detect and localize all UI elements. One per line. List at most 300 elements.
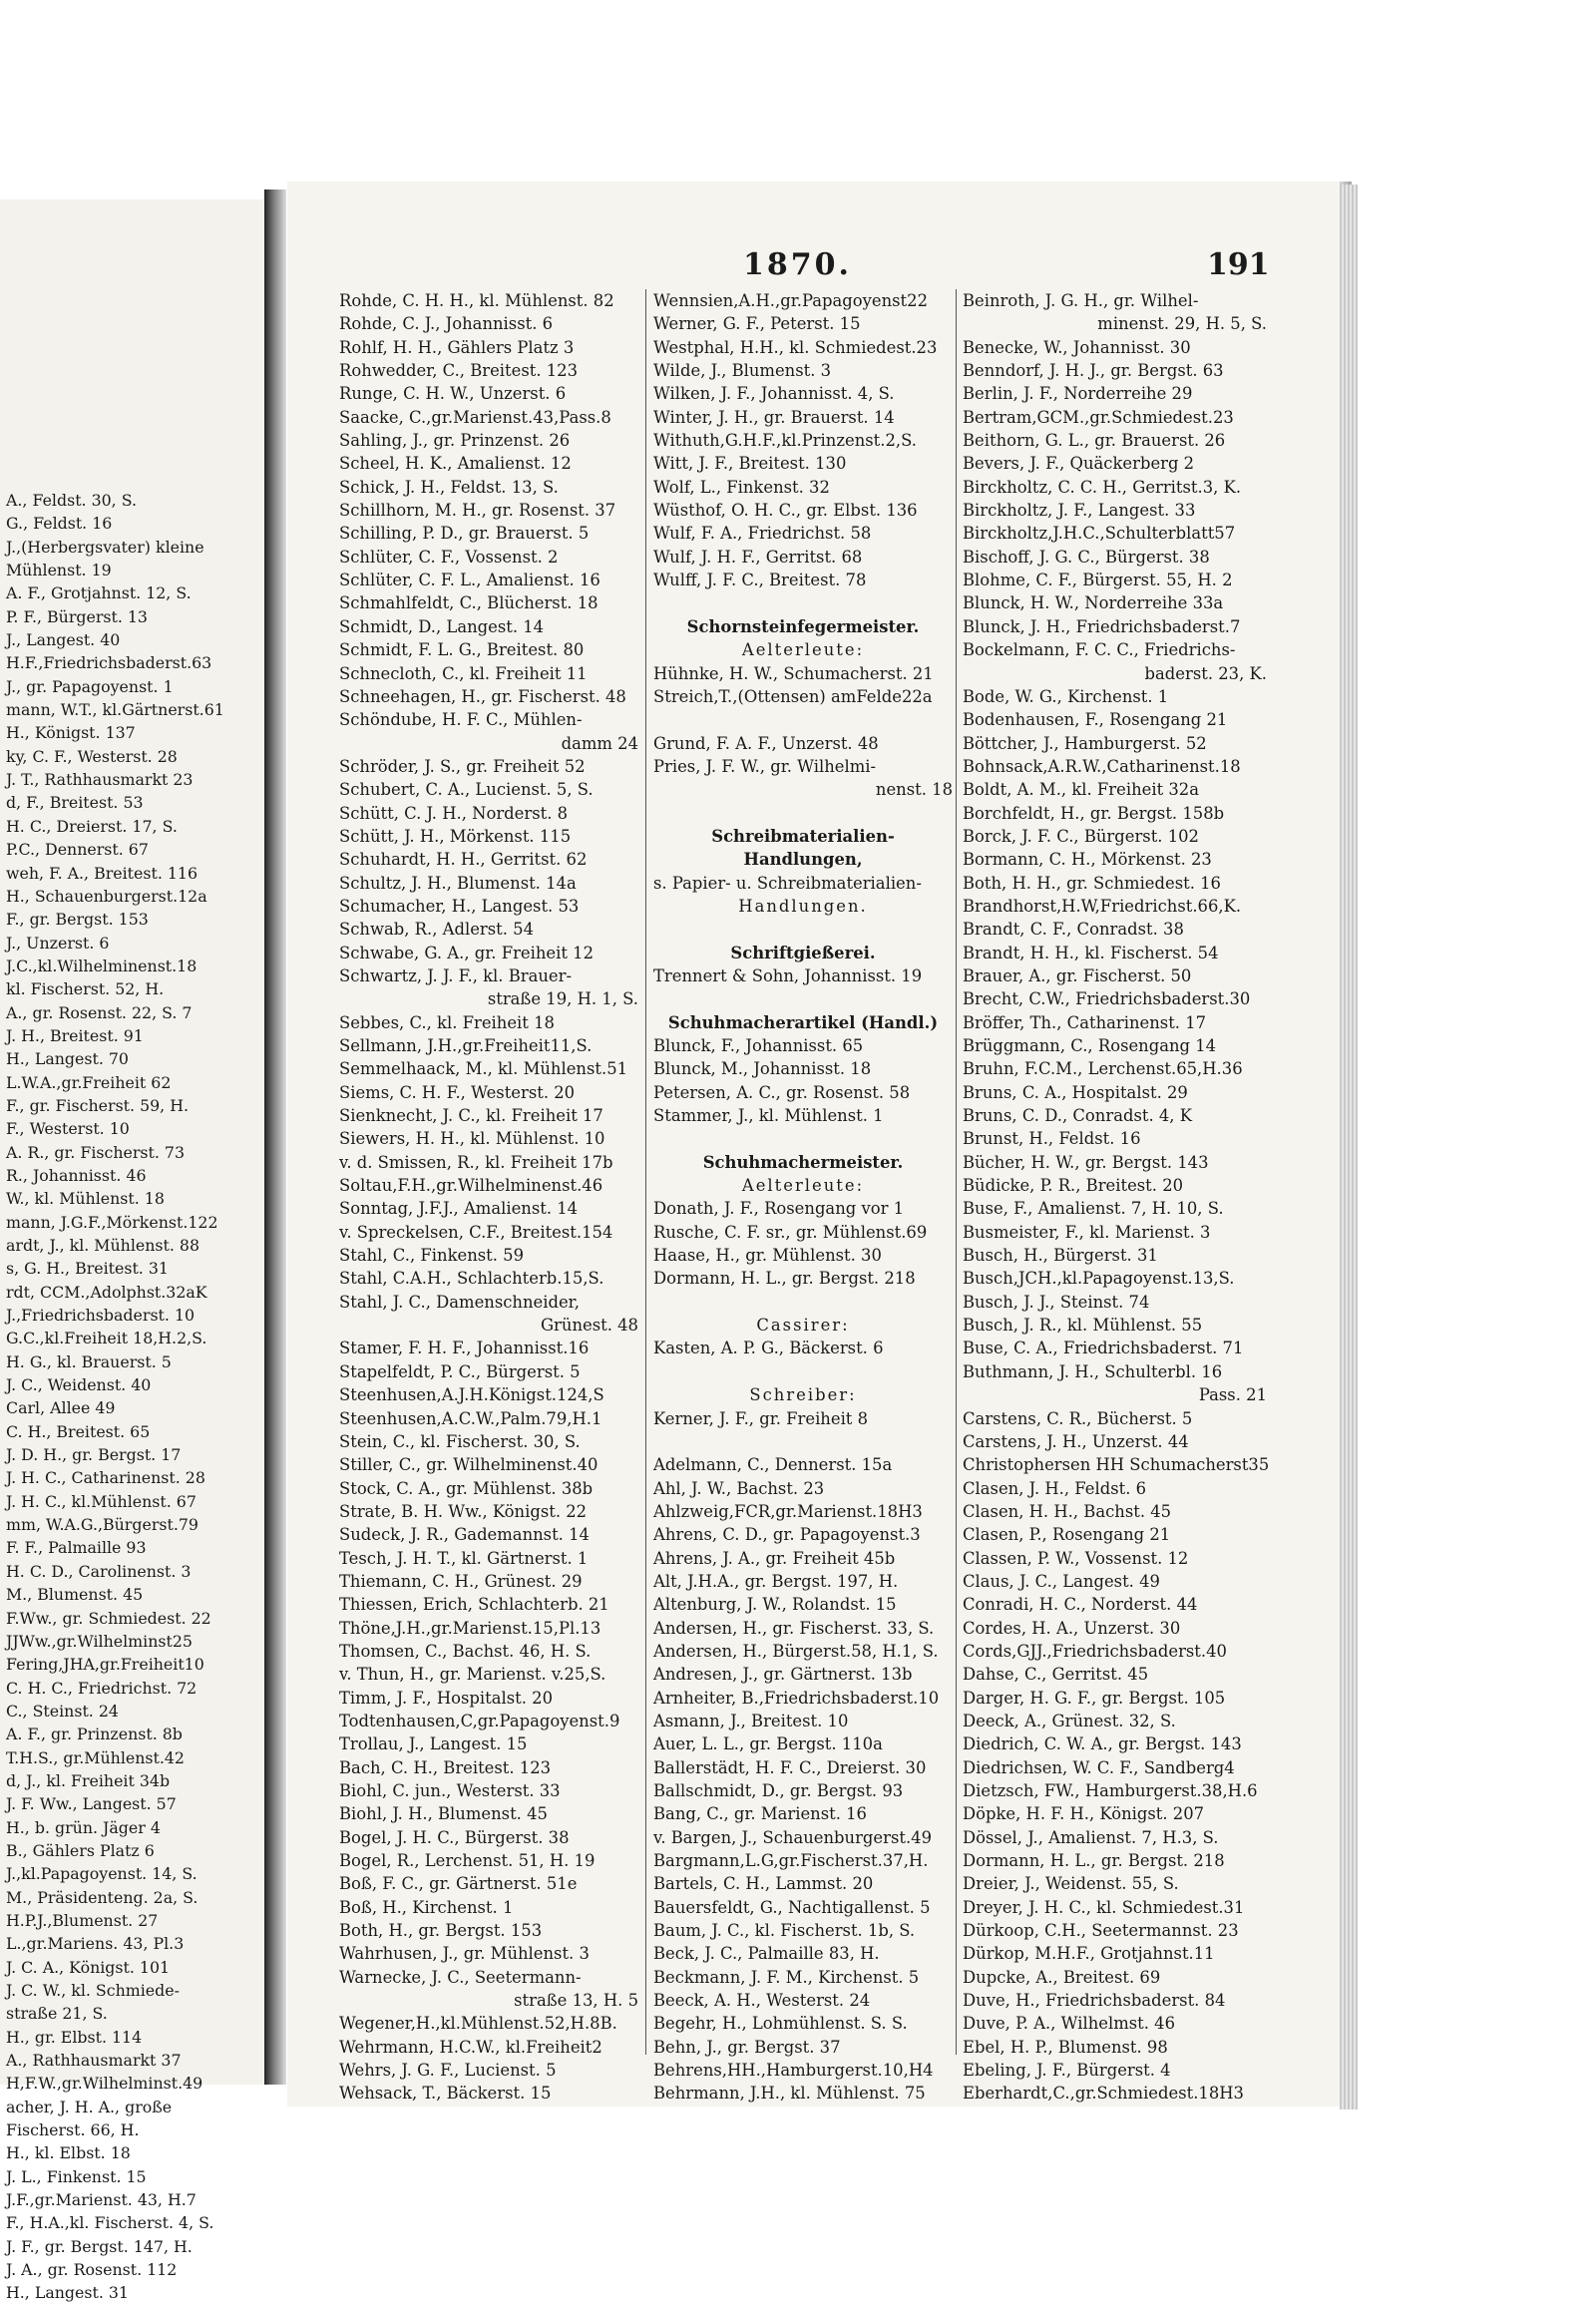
directory-entry: Clasen, P., Rosengang 21	[963, 1525, 1171, 1545]
section-subheading: Aelterleute:	[741, 1176, 865, 1196]
directory-entry: Birckholtz, C. C. H., Gerritst.3, K.	[963, 477, 1242, 497]
directory-entry: Bröffer, Th., Catharinenst. 17	[963, 1012, 1207, 1032]
directory-entry: Carstens, C. R., Bücherst. 5	[963, 1408, 1193, 1428]
left-page-line: J. L., Finkenst. 15	[6, 2166, 147, 2186]
section-heading: Schornsteinfegermeister.	[686, 616, 920, 636]
directory-entry: Bruns, C. D., Conradst. 4, K	[963, 1106, 1192, 1126]
section-subheading: Aelterleute:	[741, 640, 865, 660]
left-page-line: H., Langest. 70	[6, 1049, 129, 1069]
directory-entry: Benndorf, J. H. J., gr. Bergst. 63	[963, 361, 1224, 381]
directory-entry: Schilling, P. D., gr. Brauerst. 5	[339, 524, 590, 544]
left-page-line: straße 21, S.	[6, 2004, 108, 2024]
directory-entry: Deeck, A., Grünest. 32, S.	[963, 1711, 1176, 1730]
directory-entry: Blohme, C. F., Bürgerst. 55, H. 2	[963, 571, 1233, 590]
directory-entry: Rohde, C. H. H., kl. Mühlenst. 82	[339, 291, 614, 310]
left-page-line: J. C. A., Königst. 101	[6, 1957, 171, 1977]
left-page-line: d, J., kl. Freiheit 34b	[6, 1770, 171, 1790]
directory-entry: Schick, J. H., Feldst. 13, S.	[339, 477, 559, 497]
directory-entry: Wüsthof, O. H. C., gr. Elbst. 136	[653, 501, 918, 521]
directory-entry: Bach, C. H., Breitest. 123	[339, 1757, 552, 1777]
directory-entry: Böttcher, J., Hamburgerst. 52	[963, 733, 1207, 753]
left-page-line: P.C., Dennerst. 67	[6, 840, 149, 860]
left-page-line: M., Blumenst. 45	[6, 1585, 144, 1605]
directory-entry: Bischoff, J. G. C., Bürgerst. 38	[963, 547, 1210, 567]
blank-line	[653, 802, 953, 825]
directory-entry: Wehsack, T., Bäckerst. 15	[339, 2084, 552, 2104]
directory-entry: Strate, B. H. Ww., Königst. 22	[339, 1501, 588, 1521]
left-page-line: A. R., gr. Fischerst. 73	[6, 1142, 186, 1162]
directory-entry: Sellmann, J.H.,gr.Freiheit11,S.	[339, 1036, 593, 1055]
left-page-line: G.C.,kl.Freiheit 18,H.2,S.	[6, 1329, 207, 1348]
directory-entry: Wulf, J. H. F., Gerritst. 68	[653, 547, 863, 567]
directory-entry: Cordes, H. A., Unzerst. 30	[963, 1618, 1181, 1638]
directory-column-1	[339, 289, 638, 2104]
left-page-line: F., gr. Bergst. 153	[6, 910, 149, 930]
directory-entry: Buse, C. A., Friedrichsbaderst. 71	[963, 1339, 1244, 1358]
left-page-column	[6, 489, 263, 2303]
directory-entry: Schuhardt, H. H., Gerritst. 62	[339, 850, 588, 870]
left-page-line: A., Feldst. 30, S.	[6, 491, 138, 510]
directory-entry: Stamer, F. H. F., Johannisst.16	[339, 1339, 590, 1358]
directory-entry: Stiller, C., gr. Wilhelminenst.40	[339, 1455, 598, 1475]
directory-entry: Schumacher, H., Langest. 53	[339, 896, 580, 916]
directory-entry: Behn, J., gr. Bergst. 37	[653, 2037, 841, 2057]
directory-entry: Baum, J. C., kl. Fischerst. 1b, S.	[653, 1921, 916, 1941]
section-heading: Schuhmachermeister.	[702, 1152, 904, 1172]
directory-entry: Altenburg, J. W., Rolandst. 15	[653, 1595, 897, 1615]
directory-entry-continuation: damm 24	[561, 733, 638, 753]
directory-entry: Thiemann, C. H., Grünest. 29	[339, 1571, 583, 1591]
left-page-line: J.,Friedrichsbaderst. 10	[6, 1306, 196, 1326]
directory-entry: Schlüter, C. F., Vossenst. 2	[339, 547, 559, 567]
directory-entry: Witt, J. F., Breitest. 130	[653, 454, 847, 474]
left-page-line: F., Westerst. 10	[6, 1119, 130, 1139]
directory-entry: Westphal, H.H., kl. Schmiedest.23	[653, 337, 938, 357]
directory-entry: Steenhusen,A.J.H.Königst.124,S	[339, 1385, 604, 1405]
directory-entry: Dahse, C., Gerritst. 45	[963, 1665, 1149, 1685]
directory-entry: Wulff, J. F. C., Breitest. 78	[653, 571, 867, 590]
directory-entry: Semmelhaack, M., kl. Mühlenst.51	[339, 1059, 628, 1079]
directory-entry: Begehr, H., Lohmühlenst. S. S.	[653, 2014, 908, 2034]
directory-entry: Wahrhusen, J., gr. Mühlenst. 3	[339, 1944, 590, 1964]
directory-entry: Bartels, C. H., Lammst. 20	[653, 1874, 874, 1894]
directory-entry: Wennsien,A.H.,gr.Papagoyenst22	[653, 291, 928, 310]
directory-entry: Schmidt, F. L. G., Breitest. 80	[339, 640, 585, 660]
left-page-line: A. F., Grotjahnst. 12, S.	[6, 583, 192, 603]
directory-entry: Siewers, H. H., kl. Mühlenst. 10	[339, 1129, 605, 1149]
directory-entry: Bodenhausen, F., Rosengang 21	[963, 710, 1228, 730]
left-page-line: H.P.J.,Blumenst. 27	[6, 1910, 159, 1930]
directory-entry: Hühnke, H. W., Schumacherst. 21	[653, 663, 934, 683]
directory-entry: Schwartz, J. J. F., kl. Brauer-	[339, 965, 573, 985]
left-page-line: d, F., Breitest. 53	[6, 793, 144, 813]
directory-entry: Birckholtz, J. F., Langest. 33	[963, 501, 1196, 521]
directory-entry: Rohwedder, C., Breitest. 123	[339, 361, 579, 381]
directory-entry: Trennert & Sohn, Johannisst. 19	[653, 965, 923, 985]
directory-entry: Ballschmidt, D., gr. Bergst. 93	[653, 1781, 904, 1800]
directory-entry: Sonntag, J.F.J., Amalienst. 14	[339, 1199, 579, 1219]
blank-line	[653, 591, 953, 614]
page-edge	[1340, 185, 1358, 2110]
left-page-line: J. F. Ww., Langest. 57	[6, 1794, 177, 1814]
directory-entry: Beithorn, G. L., gr. Brauerst. 26	[963, 431, 1226, 451]
directory-entry: Saacke, C.,gr.Marienst.43,Pass.8	[339, 407, 611, 427]
directory-entry-continuation: nenst. 18	[875, 780, 953, 800]
section-subheading: Schreiber:	[749, 1385, 857, 1405]
directory-entry: Brandt, C. F., Conradst. 38	[963, 920, 1184, 940]
left-page-line: P. F., Bürgerst. 13	[6, 606, 148, 626]
directory-entry: Winter, J. H., gr. Brauerst. 14	[653, 407, 895, 427]
directory-entry: Berlin, J. F., Norderreihe 29	[963, 384, 1193, 404]
left-page-line: s, G. H., Breitest. 31	[6, 1259, 169, 1279]
left-page-line: H,F.W.,gr.Wilhelminst.49	[6, 2074, 203, 2094]
directory-entry: s. Papier- u. Schreibmaterialien-	[653, 873, 922, 893]
directory-entry-continuation: Grünest. 48	[540, 1316, 638, 1336]
directory-entry: Both, H., gr. Bergst. 153	[339, 1921, 543, 1941]
left-page-line: Fering,JHA,gr.Freiheit10	[6, 1655, 204, 1675]
directory-entry: Bertram,GCM.,gr.Schmiedest.23	[963, 407, 1234, 427]
directory-entry: Ahlzweig,FCR,gr.Marienst.18H3	[653, 1501, 923, 1521]
directory-entry: Duve, H., Friedrichsbaderst. 84	[963, 1991, 1226, 2011]
directory-entry: Ahl, J. W., Bachst. 23	[653, 1478, 825, 1498]
directory-entry: Arnheiter, B.,Friedrichsbaderst.10	[653, 1688, 940, 1708]
directory-entry: Adelmann, C., Dennerst. 15a	[653, 1455, 893, 1475]
left-page-line: J.C.,kl.Wilhelminenst.18	[6, 956, 198, 975]
directory-entry-continuation: minenst. 29, H. 5, S.	[1097, 314, 1267, 334]
directory-entry: Clasen, J. H., Feldst. 6	[963, 1478, 1147, 1498]
directory-entry: Bode, W. G., Kirchenst. 1	[963, 686, 1169, 706]
directory-entry: Asmann, J., Breitest. 10	[653, 1711, 849, 1730]
directory-entry: Claus, J. C., Langest. 49	[963, 1571, 1160, 1591]
directory-entry: Carstens, J. H., Unzerst. 44	[963, 1431, 1189, 1451]
directory-entry: Borck, J. F. C., Bürgerst. 102	[963, 826, 1199, 846]
directory-entry: Büdicke, P. R., Breitest. 20	[963, 1176, 1184, 1196]
left-page-line: C., Steinst. 24	[6, 1701, 119, 1721]
directory-entry: Sebbes, C., kl. Freiheit 18	[339, 1012, 555, 1032]
directory-entry: Schwab, R., Adlerst. 54	[339, 920, 535, 940]
section-heading: Schriftgießerei.	[730, 943, 876, 962]
directory-entry: Thiessen, Erich, Schlachterb. 21	[339, 1595, 609, 1615]
directory-entry: Bockelmann, F. C. C., Friedrichs-	[963, 640, 1236, 660]
directory-entry: Sahling, J., gr. Prinzenst. 26	[339, 431, 571, 451]
left-page-line: H., gr. Elbst. 114	[6, 2027, 143, 2047]
directory-entry: Behrmann, J.H., kl. Mühlenst. 75	[653, 2084, 926, 2104]
left-page-line: J. C. W., kl. Schmiede-	[6, 1981, 180, 2000]
directory-entry: Buthmann, J. H., Schulterbl. 16	[963, 1361, 1223, 1381]
directory-entry: Biohl, J. H., Blumenst. 45	[339, 1804, 548, 1824]
directory-entry: Rohlf, H. H., Gählers Platz 3	[339, 337, 575, 357]
section-heading: Schreibmaterialien-	[711, 826, 895, 846]
directory-entry: v. Bargen, J., Schauenburgerst.49	[653, 1827, 933, 1847]
directory-entry: Cords,GJJ.,Friedrichsbaderst.40	[963, 1641, 1227, 1661]
left-page-line: W., kl. Mühlenst. 18	[6, 1189, 165, 1209]
directory-entry: Todtenhausen,C,gr.Papagoyenst.9	[339, 1711, 620, 1730]
left-page-line: M., Präsidenteng. 2a, S.	[6, 1887, 199, 1907]
directory-entry: Brandhorst,H.W,Friedrichst.66,K.	[963, 896, 1242, 916]
directory-entry: Bogel, J. H. C., Bürgerst. 38	[339, 1827, 570, 1847]
directory-entry: v. d. Smissen, R., kl. Freiheit 17b	[339, 1152, 613, 1172]
left-page-line: rdt, CCM.,Adolphst.32aK	[6, 1282, 207, 1302]
left-page-line: B., Gählers Platz 6	[6, 1840, 155, 1860]
directory-entry: Brüggmann, C., Rosengang 14	[963, 1036, 1217, 1055]
section-subheading: Cassirer:	[756, 1316, 850, 1336]
directory-entry: Diedrich, C. W. A., gr. Bergst. 143	[963, 1734, 1242, 1754]
directory-entry: Schultz, J. H., Blumenst. 14a	[339, 873, 577, 893]
left-page-line: J.,kl.Papagoyenst. 14, S.	[6, 1864, 198, 1884]
directory-entry: Timm, J. F., Hospitalst. 20	[339, 1688, 554, 1708]
directory-entry: v. Thun, H., gr. Marienst. v.25,S.	[339, 1665, 606, 1685]
left-page-line: J.F.,gr.Marienst. 43, H.7	[6, 2190, 197, 2210]
directory-entry: Kasten, A. P. G., Bäckerst. 6	[653, 1339, 884, 1358]
directory-entry: Schöndube, H. F. C., Mühlen-	[339, 710, 583, 730]
left-page-line: A., gr. Rosenst. 22, S. 7	[6, 1002, 193, 1022]
left-page-line: A. F., gr. Prinzenst. 8b	[6, 1725, 183, 1744]
directory-entry: Werner, G. F., Peterst. 15	[653, 314, 861, 334]
column-divider	[956, 289, 957, 2055]
directory-entry: Bang, C., gr. Marienst. 16	[653, 1804, 867, 1824]
directory-entry: Beeck, A. H., Westerst. 24	[653, 1991, 871, 2011]
left-page-line: C. H., Breitest. 65	[6, 1421, 151, 1441]
directory-entry: Ahrens, J. A., gr. Freiheit 45b	[653, 1548, 896, 1568]
left-page-line: L.W.A.,gr.Freiheit 62	[6, 1072, 172, 1092]
directory-entry: Schütt, J. H., Mörkenst. 115	[339, 826, 572, 846]
directory-entry: Thomsen, C., Bachst. 46, H. S.	[339, 1641, 592, 1661]
directory-entry: Stahl, C.A.H., Schlachterb.15,S.	[339, 1269, 604, 1289]
directory-entry: Borchfeldt, H., gr. Bergst. 158b	[963, 803, 1225, 823]
directory-entry: Busmeister, F., kl. Marienst. 3	[963, 1222, 1211, 1242]
left-page-line: J., Unzerst. 6	[6, 933, 110, 953]
directory-entry: Thöne,J.H.,gr.Marienst.15,Pl.13	[339, 1618, 601, 1638]
directory-entry: Dürkoop, C.H., Seetermannst. 23	[963, 1921, 1239, 1941]
left-page-line: H. G., kl. Brauerst. 5	[6, 1351, 172, 1371]
left-page-line: J. T., Rathhausmarkt 23	[6, 770, 194, 790]
directory-entry: Busch, H., Bürgerst. 31	[963, 1246, 1158, 1266]
directory-column-3	[963, 289, 1270, 2104]
directory-entry: Schillhorn, M. H., gr. Rosenst. 37	[339, 501, 616, 521]
directory-entry: Bohnsack,A.R.W.,Catharinenst.18	[963, 756, 1241, 776]
left-page-line: JJWw.,gr.Wilhelminst25	[6, 1631, 193, 1651]
left-page-line: G., Feldst. 16	[6, 514, 113, 534]
directory-entry: Brauer, A., gr. Fischerst. 50	[963, 965, 1192, 985]
directory-entry: Dreyer, J. H. C., kl. Schmiedest.31	[963, 1897, 1245, 1917]
directory-entry: Diedrichsen, W. C. F., Sandberg4	[963, 1757, 1235, 1777]
directory-entry: Duve, P. A., Wilhelmst. 46	[963, 2014, 1176, 2034]
section-heading: Handlungen,	[743, 850, 863, 870]
directory-entry: Dormann, H. L., gr. Bergst. 218	[963, 1851, 1225, 1871]
directory-entry: Wilken, J. F., Johannisst. 4, S.	[653, 384, 895, 404]
directory-entry: Dössel, J., Amalienst. 7, H.3, S.	[963, 1827, 1219, 1847]
directory-entry: Boß, H., Kirchenst. 1	[339, 1897, 514, 1917]
blank-line	[653, 1360, 953, 1383]
directory-entry: Beinroth, J. G. H., gr. Wilhel-	[963, 291, 1199, 310]
left-page-line: J. H., Breitest. 91	[6, 1025, 144, 1045]
left-page-line: A., Rathhausmarkt 37	[6, 2051, 182, 2071]
directory-entry: Dormann, H. L., gr. Bergst. 218	[653, 1269, 916, 1289]
directory-entry: Bogel, R., Lerchenst. 51, H. 19	[339, 1851, 596, 1871]
directory-column-2	[653, 289, 953, 2104]
directory-entry: Beckmann, J. F. M., Kirchenst. 5	[653, 1967, 920, 1987]
directory-entry-continuation: straße 19, H. 1, S.	[487, 989, 638, 1009]
directory-entry: Grund, F. A. F., Unzerst. 48	[653, 733, 879, 753]
left-page	[0, 199, 267, 2303]
directory-entry: Bargmann,L.G,gr.Fischerst.37,H.	[653, 1851, 929, 1871]
directory-entry: Christophersen HH Schumacherst35	[963, 1455, 1270, 1475]
directory-entry: Ahrens, C. D., gr. Papagoyenst.3	[653, 1525, 921, 1545]
left-page-line: T.H.S., gr.Mühlenst.42	[6, 1747, 185, 1767]
directory-entry: Wegener,H.,kl.Mühlenst.52,H.8B.	[339, 2014, 617, 2034]
directory-entry: Ebeling, J. F., Bürgerst. 4	[963, 2061, 1171, 2081]
directory-entry: Bauersfeldt, G., Nachtigallenst. 5	[653, 1897, 931, 1917]
left-page-line: H.F.,Friedrichsbaderst.63	[6, 653, 212, 673]
left-page-line: F. F., Palmaille 93	[6, 1538, 147, 1558]
directory-entry: Kerner, J. F., gr. Freiheit 8	[653, 1408, 869, 1428]
directory-entry: Tesch, J. H. T., kl. Gärtnerst. 1	[339, 1548, 589, 1568]
directory-entry: Schlüter, C. F. L., Amalienst. 16	[339, 571, 600, 590]
directory-entry: Eberhardt,C.,gr.Schmiedest.18H3	[963, 2084, 1244, 2104]
directory-entry-continuation: straße 13, H. 5	[514, 1991, 638, 2011]
directory-entry: Auer, L. L., gr. Bergst. 110a	[653, 1734, 883, 1754]
left-page-line: J.,(Herbergsvater) kleine	[6, 537, 204, 557]
left-page-line: mann, J.G.F.,Mörkenst.122	[6, 1212, 218, 1232]
directory-entry: Beck, J. C., Palmaille 83, H.	[653, 1944, 880, 1964]
directory-entry: v. Spreckelsen, C.F., Breitest.154	[339, 1222, 613, 1242]
directory-entry: Darger, H. G. F., gr. Bergst. 105	[963, 1688, 1226, 1708]
left-page-line: Carl, Allee 49	[6, 1398, 116, 1418]
left-page-line: mm, W.A.G.,Bürgerst.79	[6, 1515, 199, 1535]
left-page-line: Fischerst. 66, H.	[6, 2120, 140, 2140]
directory-entry: Buse, F., Amalienst. 7, H. 10, S.	[963, 1199, 1224, 1219]
directory-entry: Blunck, M., Johannisst. 18	[653, 1059, 872, 1079]
directory-entry: Döpke, H. F. H., Königst. 207	[963, 1804, 1205, 1824]
left-page-line: H. C., Dreierst. 17, S.	[6, 816, 178, 836]
directory-entry: Scheel, H. K., Amalienst. 12	[339, 454, 572, 474]
directory-entry: Clasen, H. H., Bachst. 45	[963, 1501, 1172, 1521]
directory-entry: Andersen, H., Bürgerst.58, H.1, S.	[653, 1641, 939, 1661]
directory-entry: Wehrs, J. G. F., Lucienst. 5	[339, 2061, 557, 2081]
blank-line	[653, 918, 953, 941]
directory-entry: Stock, C. A., gr. Mühlenst. 38b	[339, 1478, 594, 1498]
section-heading: Schuhmacherartikel (Handl.)	[667, 1012, 939, 1032]
page-header-year: 1870.	[743, 247, 852, 282]
blank-line	[653, 1430, 953, 1453]
directory-entry: Soltau,F.H.,gr.Wilhelminenst.46	[339, 1176, 603, 1196]
directory-entry: Stammer, J., kl. Mühlenst. 1	[653, 1106, 884, 1126]
directory-entry: Dietzsch, FW., Hamburgerst.38,H.6	[963, 1781, 1258, 1800]
directory-entry: Both, H. H., gr. Schmiedest. 16	[963, 873, 1221, 893]
directory-entry: Dreier, J., Weidenst. 55, S.	[963, 1874, 1179, 1894]
directory-entry: Boß, F. C., gr. Gärtnerst. 51e	[339, 1874, 578, 1894]
directory-entry: Andersen, H., gr. Fischerst. 33, S.	[653, 1618, 935, 1638]
left-page-line: L.,gr.Mariens. 43, Pl.3	[6, 1934, 185, 1954]
left-page-line: weh, F. A., Breitest. 116	[6, 863, 199, 883]
left-page-line: J. A., gr. Rosenst. 112	[6, 2260, 178, 2280]
book-spine	[264, 190, 286, 2085]
directory-entry: Schmidt, D., Langest. 14	[339, 616, 545, 636]
left-page-line: H., Königst. 137	[6, 723, 136, 743]
page-number: 191	[1207, 247, 1270, 282]
directory-entry: Ballerstädt, H. F. C., Dreierst. 30	[653, 1757, 927, 1777]
directory-entry: Warnecke, J. C., Seetermann-	[339, 1967, 582, 1987]
left-page-line: F., H.A.,kl. Fischerst. 4, S.	[6, 2213, 214, 2233]
left-page-line: H., Langest. 31	[6, 2283, 129, 2303]
directory-entry: Biohl, C. jun., Westerst. 33	[339, 1781, 561, 1800]
left-page-line: F., gr. Fischerst. 59, H.	[6, 1095, 190, 1115]
blank-line	[653, 1127, 953, 1150]
directory-entry: Busch,JCH.,kl.Papagoyenst.13,S.	[963, 1269, 1235, 1289]
directory-entry: Benecke, W., Johannisst. 30	[963, 337, 1191, 357]
left-page-line: mann, W.T., kl.Gärtnerst.61	[6, 700, 224, 720]
left-page-line: J. H. C., kl.Mühlenst. 67	[6, 1491, 197, 1511]
directory-entry: Trollau, J., Langest. 15	[339, 1734, 528, 1754]
directory-entry: Blunck, F., Johannisst. 65	[653, 1036, 864, 1055]
directory-entry: Blunck, J. H., Friedrichsbaderst.7	[963, 616, 1241, 636]
directory-entry: Schubert, C. A., Lucienst. 5, S.	[339, 780, 594, 800]
left-page-line: F.Ww., gr. Schmiedest. 22	[6, 1608, 211, 1628]
left-page-line: J. C., Weidenst. 40	[6, 1375, 152, 1395]
left-page-line: J. F., gr. Bergst. 147, H.	[6, 2236, 193, 2256]
directory-entry: Schneehagen, H., gr. Fischerst. 48	[339, 686, 626, 706]
directory-entry: Rusche, C. F. sr., gr. Mühlenst.69	[653, 1222, 928, 1242]
directory-entry: Andresen, J., gr. Gärtnerst. 13b	[653, 1665, 913, 1685]
directory-entry: Pries, J. F. W., gr. Wilhelmi-	[653, 756, 877, 776]
directory-entry: Classen, P. W., Vossenst. 12	[963, 1548, 1189, 1568]
left-page-line: ardt, J., kl. Mühlenst. 88	[6, 1236, 200, 1255]
directory-entry: Conradi, H. C., Norderst. 44	[963, 1595, 1198, 1615]
directory-entry: Stahl, C., Finkenst. 59	[339, 1246, 525, 1266]
directory-entry: Haase, H., gr. Mühlenst. 30	[653, 1246, 882, 1266]
directory-entry: Schütt, C. J. H., Norderst. 8	[339, 803, 569, 823]
directory-entry-continuation: Pass. 21	[1198, 1385, 1267, 1405]
directory-entry: Sudeck, J. R., Gademannst. 14	[339, 1525, 590, 1545]
left-page-line: R., Johannisst. 46	[6, 1165, 147, 1185]
directory-entry: Dürkop, M.H.F., Grotjahnst.11	[963, 1944, 1215, 1964]
directory-entry: Brunst, H., Feldst. 16	[963, 1129, 1141, 1149]
directory-entry: Alt, J.H.A., gr. Bergst. 197, H.	[653, 1571, 899, 1591]
directory-entry: Bevers, J. F., Quäckerberg 2	[963, 454, 1195, 474]
left-page-line: H., b. grün. Jäger 4	[6, 1817, 161, 1837]
blank-line	[653, 1291, 953, 1314]
left-page-line: kl. Fischerst. 52, H.	[6, 979, 165, 999]
left-page-line: J., gr. Papagoyenst. 1	[6, 676, 174, 696]
directory-entry: Withuth,G.H.F.,kl.Prinzenst.2,S.	[653, 431, 917, 451]
left-page-line: ky, C. F., Westerst. 28	[6, 746, 178, 766]
directory-entry: Busch, J. J., Steinst. 74	[963, 1292, 1150, 1312]
directory-entry: Sienknecht, J. C., kl. Freiheit 17	[339, 1106, 603, 1126]
directory-entry: Dupcke, A., Breitest. 69	[963, 1967, 1161, 1987]
directory-entry: Wilde, J., Blumenst. 3	[653, 361, 832, 381]
left-page-line: acher, J. H. A., große	[6, 2097, 173, 2116]
directory-entry: Rohde, C. J., Johannisst. 6	[339, 314, 554, 334]
directory-entry: Brecht, C.W., Friedrichsbaderst.30	[963, 989, 1251, 1009]
directory-entry-continuation: baderst. 23, K.	[1144, 663, 1267, 683]
directory-entry: Schwabe, G. A., gr. Freiheit 12	[339, 943, 595, 962]
directory-entry: Bruns, C. A., Hospitalst. 29	[963, 1082, 1188, 1102]
directory-entry: Bücher, H. W., gr. Bergst. 143	[963, 1152, 1209, 1172]
directory-entry: Streich,T.,(Ottensen) amFelde22a	[653, 686, 933, 706]
directory-entry: Stein, C., kl. Fischerst. 30, S.	[339, 1431, 581, 1451]
directory-entry: Blunck, H. W., Norderreihe 33a	[963, 593, 1224, 613]
left-page-line: J. D. H., gr. Bergst. 17	[6, 1445, 182, 1465]
directory-entry: Steenhusen,A.C.W.,Palm.79,H.1	[339, 1408, 602, 1428]
directory-entry: Stahl, J. C., Damenschneider,	[339, 1292, 580, 1312]
left-page-line: J. H. C., Catharinenst. 28	[6, 1468, 205, 1488]
directory-entry: Birckholtz,J.H.C.,Schulterblatt57	[963, 524, 1236, 544]
blank-line	[653, 708, 953, 731]
directory-entry: Boldt, A. M., kl. Freiheit 32a	[963, 780, 1199, 800]
left-page-line: Mühlenst. 19	[6, 561, 112, 580]
left-page-line: H. C. D., Carolinenst. 3	[6, 1561, 192, 1581]
directory-entry: Schmahlfeldt, C., Blücherst. 18	[339, 593, 598, 613]
